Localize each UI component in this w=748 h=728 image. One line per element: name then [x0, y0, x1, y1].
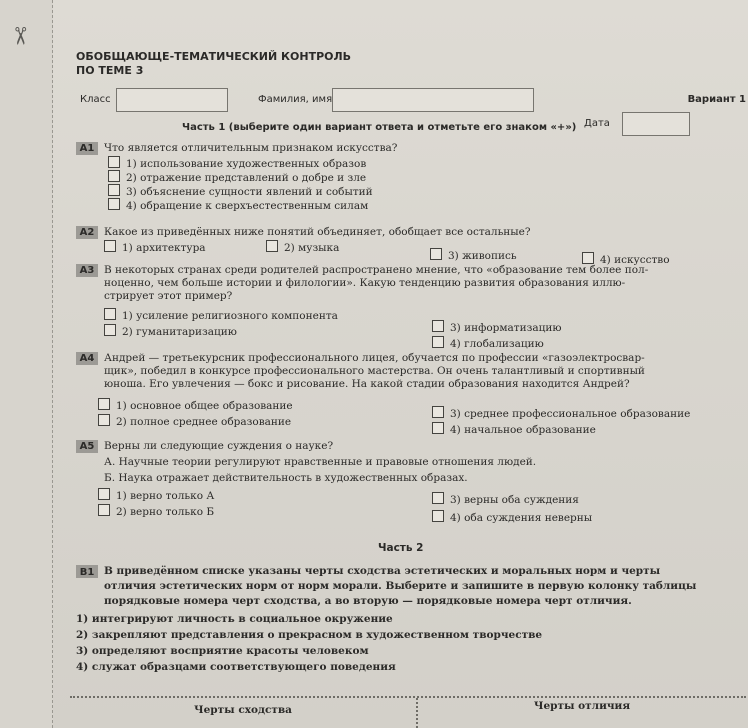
- question-number: А4: [76, 352, 98, 365]
- checkbox[interactable]: [98, 414, 110, 426]
- name-field[interactable]: [332, 88, 534, 112]
- answer-option[interactable]: 4) обращение к сверхъестественным силам: [108, 198, 368, 213]
- question-a2: [76, 226, 746, 266]
- answer-option[interactable]: 2) музыка: [266, 240, 339, 255]
- question-text: В некоторых странах среди родителей распространено мнение, что «образование тем более пол- ноценно, чем больше истории и филологии». Какую тенденцию развития образования иллю- стрирует этот пример?: [104, 264, 649, 302]
- answer-option[interactable]: 3) верны оба суждения: [432, 492, 579, 507]
- checkbox[interactable]: [432, 320, 444, 332]
- question-number: А1: [76, 142, 98, 155]
- part1-heading: Часть 1 (выберите один вариант ответа и отметьте его знаком «+»): [182, 122, 577, 133]
- checkbox[interactable]: [108, 170, 120, 182]
- checkbox[interactable]: [104, 240, 116, 252]
- question-text: Верны ли следующие суждения о науке?: [104, 440, 334, 452]
- answer-option[interactable]: 4) начальное образование: [432, 422, 596, 437]
- answer-option[interactable]: 3) информатизацию: [432, 320, 562, 335]
- checkbox[interactable]: [432, 422, 444, 434]
- question-a1: [76, 142, 746, 222]
- answer-option[interactable]: 2) отражение представлений о добре и зле: [108, 170, 366, 185]
- answer-option[interactable]: 1) усиление религиозного компонента: [104, 308, 338, 323]
- answer-option[interactable]: 2) гуманитаризацию: [104, 324, 237, 339]
- worksheet-content: [62, 0, 748, 728]
- list-item: 1) интегрируют личность в социальное окружение: [76, 613, 393, 625]
- variant-label: Вариант 1: [687, 94, 746, 105]
- question-number: А2: [76, 226, 98, 239]
- scissors-icon: ✂: [6, 25, 35, 47]
- checkbox[interactable]: [104, 324, 116, 336]
- checkbox[interactable]: [432, 510, 444, 522]
- checkbox[interactable]: [432, 336, 444, 348]
- question-text: В приведённом списке указаны черты сходства эстетических и моральных норм и черты отличия эстетических норм от норм морали. Выберите и запишите в первую колонку таблицы порядковые номера черт сходства, а во вторую — порядковые номера черт отличия.: [104, 565, 697, 607]
- cut-margin: [0, 0, 53, 728]
- question-text: Андрей — третьекурсник профессионального лицея, обучается по профессии «газоэлектросвар- щик», победил в конкурсе профессионального мастерства. Он очень талантливый и спортивный юноша. Его увлечения — бокс и рисование. На какой стадии образования находится Андрей?: [104, 352, 645, 390]
- statement-a: А. Научные теории регулируют нравственные и правовые отношения людей.: [104, 456, 537, 468]
- name-label: Фамилия, имя: [258, 94, 333, 105]
- list-item: 4) служат образцами соответствующего поведения: [76, 661, 396, 673]
- answer-option[interactable]: 1) использование художественных образов: [108, 156, 366, 171]
- page-title: [76, 50, 436, 78]
- answer-option[interactable]: 4) глобализацию: [432, 336, 544, 351]
- checkbox[interactable]: [98, 504, 110, 516]
- answer-option[interactable]: 3) среднее профессиональное образование: [432, 406, 690, 421]
- checkbox[interactable]: [108, 198, 120, 210]
- checkbox[interactable]: [98, 398, 110, 410]
- answer-option[interactable]: 2) полное среднее образование: [98, 414, 291, 429]
- question-number: В1: [76, 565, 98, 578]
- class-label: Класс: [80, 94, 111, 105]
- checkbox[interactable]: [430, 248, 442, 260]
- student-info-row: [76, 88, 746, 112]
- answer-option[interactable]: 1) верно только А: [98, 488, 214, 503]
- answer-option[interactable]: 4) оба суждения неверны: [432, 510, 592, 525]
- question-a3: [76, 264, 746, 348]
- answer-option[interactable]: 1) архитектура: [104, 240, 206, 255]
- class-field[interactable]: [116, 88, 228, 112]
- question-number: А3: [76, 264, 98, 277]
- checkbox[interactable]: [98, 488, 110, 500]
- date-label: Дата: [584, 118, 610, 129]
- column-similarities: Черты сходства: [70, 698, 418, 728]
- checkbox[interactable]: [582, 252, 594, 264]
- checkbox[interactable]: [108, 156, 120, 168]
- question-a4: [76, 352, 746, 436]
- answer-option[interactable]: 4) искусство: [582, 252, 670, 267]
- statement-b: Б. Наука отражает действительность в художественных образах.: [104, 472, 468, 484]
- answer-option[interactable]: 2) верно только Б: [98, 504, 214, 519]
- answer-option[interactable]: 3) живопись: [430, 248, 517, 263]
- question-text: Что является отличительным признаком искусства?: [104, 142, 398, 154]
- checkbox[interactable]: [266, 240, 278, 252]
- title-line-2: ПО ТЕМЕ 3: [76, 64, 144, 77]
- answer-option[interactable]: 3) объяснение сущности явлений и событий: [108, 184, 373, 199]
- question-a5: [76, 440, 746, 532]
- checkbox[interactable]: [432, 406, 444, 418]
- question-number: А5: [76, 440, 98, 453]
- checkbox[interactable]: [108, 184, 120, 196]
- list-item: 3) определяют восприятие красоты человеком: [76, 645, 369, 657]
- checkbox[interactable]: [104, 308, 116, 320]
- part2-heading: Часть 2: [378, 542, 424, 554]
- answer-table: [70, 696, 746, 728]
- answer-option[interactable]: 1) основное общее образование: [98, 398, 293, 413]
- column-differences: Черты отличия: [533, 700, 631, 712]
- question-text: Какое из приведённых ниже понятий объединяет, обобщает все остальные?: [104, 226, 531, 238]
- list-item: 2) закрепляют представления о прекрасном в художественном творчестве: [76, 629, 543, 641]
- title-line-1: ОБОБЩАЮЩЕ-ТЕМАТИЧЕСКИЙ КОНТРОЛЬ: [76, 50, 352, 63]
- checkbox[interactable]: [432, 492, 444, 504]
